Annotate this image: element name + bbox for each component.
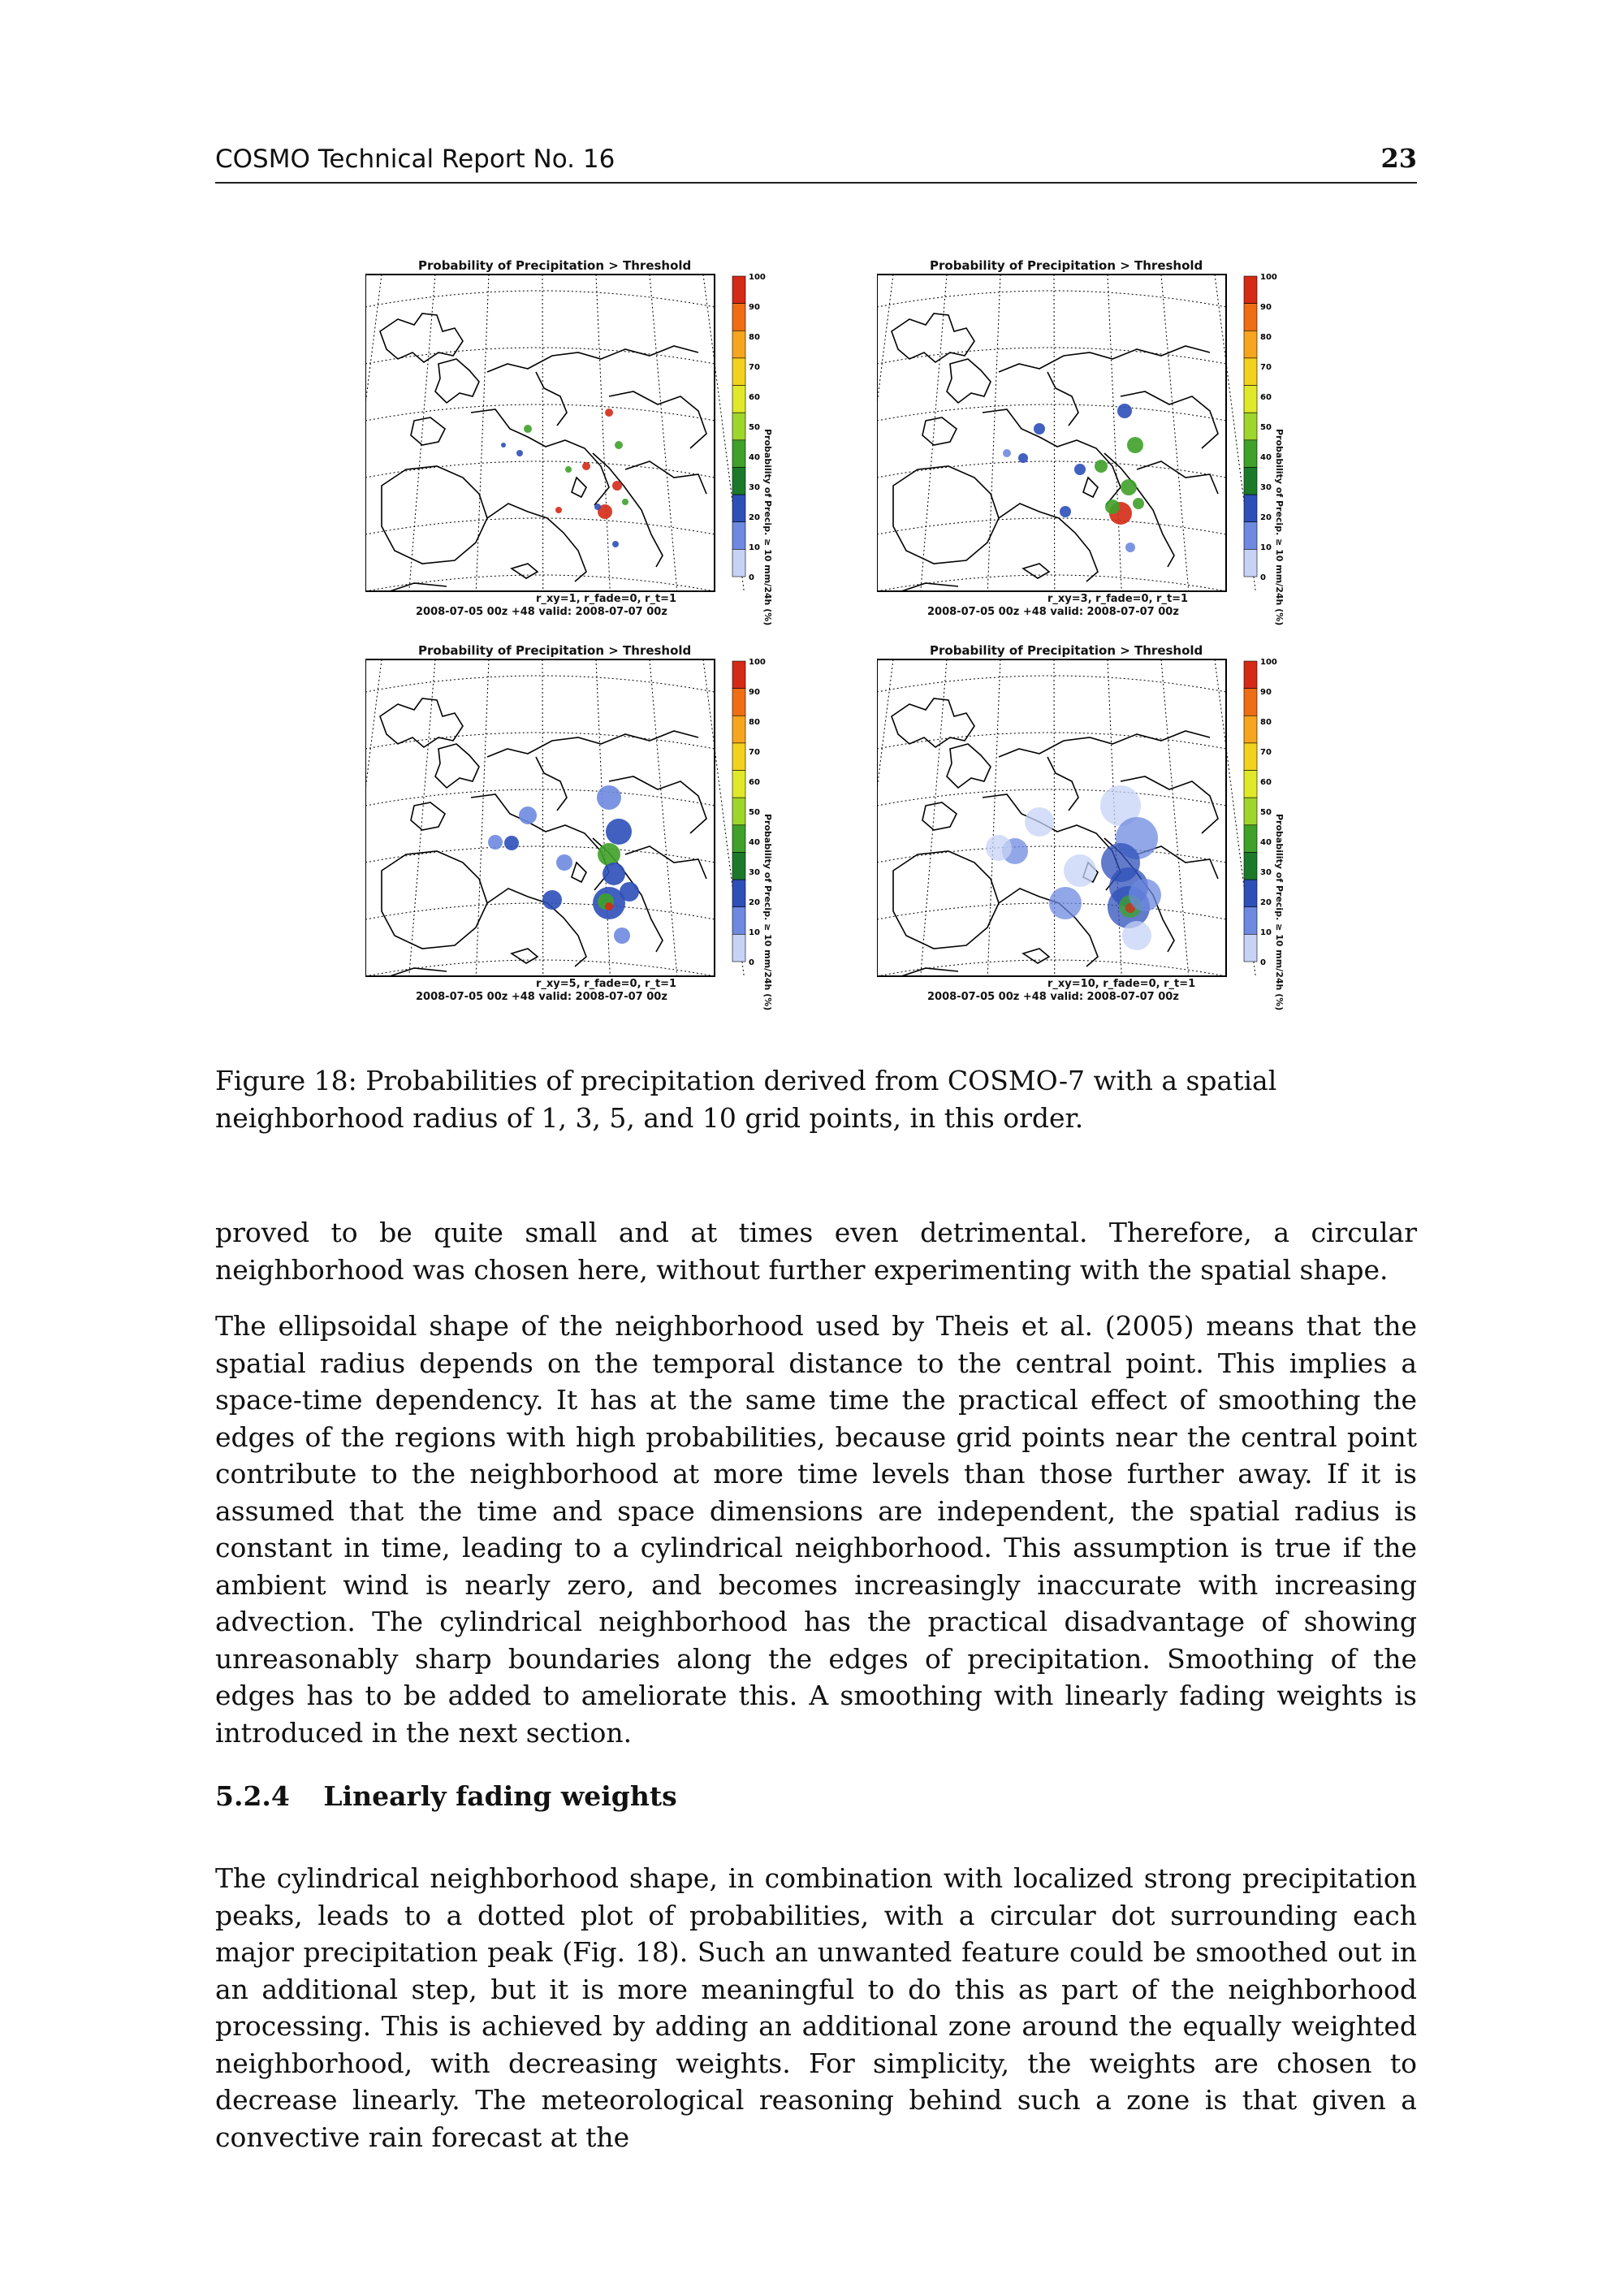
precip-blob [603, 863, 625, 885]
colorbar-segment [1244, 934, 1257, 962]
precip-blob [614, 927, 630, 944]
colorbar-tick-label: 50 [749, 423, 760, 432]
figure-panel-2 [877, 258, 1397, 640]
colorbar-tick-label: 50 [1260, 423, 1272, 432]
colorbar-label: Probability of Precip. ≥ 10 mm/24h (%) [1274, 814, 1285, 1011]
precip-blob [597, 785, 621, 810]
colorbar-segment [1244, 522, 1257, 550]
colorbar-segment [732, 413, 745, 440]
colorbar-segment [732, 386, 745, 413]
colorbar-tick-label: 100 [1260, 273, 1277, 282]
colorbar-segment [1244, 825, 1257, 853]
colorbar-segment [1244, 386, 1257, 413]
colorbar-tick-label: 30 [749, 868, 760, 877]
precip-blob [519, 806, 537, 824]
colorbar-segment [732, 549, 745, 577]
panel-title: Probability of Precipitation > Threshold [418, 643, 692, 658]
colorbar-tick-label: 30 [749, 483, 760, 492]
precip-blob [1003, 449, 1011, 457]
precip-blob [612, 481, 622, 491]
precip-map [877, 643, 1397, 1025]
colorbar-tick-label: 70 [1260, 748, 1272, 757]
colorbar-segment [732, 798, 745, 825]
precip-blob [622, 499, 628, 505]
precip-blob [555, 507, 562, 513]
colorbar-tick-label: 20 [749, 513, 760, 522]
colorbar-tick-label: 80 [1260, 333, 1272, 342]
colorbar-segment [732, 771, 745, 798]
precip-blob [605, 409, 613, 417]
colorbar-segment [1244, 798, 1257, 825]
colorbar-segment [732, 276, 745, 304]
colorbar-tick-label: 30 [1260, 868, 1272, 877]
colorbar-segment [1244, 331, 1257, 358]
colorbar-tick-label: 0 [749, 573, 754, 582]
colorbar-tick-label: 10 [749, 928, 760, 937]
colorbar-segment [732, 716, 745, 743]
precip-blob [582, 462, 590, 470]
colorbar-tick-label: 10 [1260, 543, 1272, 552]
precip-blob [516, 450, 523, 456]
colorbar-segment [732, 304, 745, 331]
colorbar-tick-label: 100 [749, 658, 766, 667]
colorbar-segment [1244, 661, 1257, 689]
precip-blob [1034, 423, 1045, 435]
colorbar-segment [1244, 716, 1257, 743]
colorbar-segment [1244, 907, 1257, 935]
panel-params: r_xy=1, r_fade=0, r_t=1 [536, 593, 677, 605]
running-header [215, 143, 1417, 184]
colorbar-tick-label: 60 [749, 778, 760, 787]
colorbar-segment [1244, 495, 1257, 522]
colorbar-tick-label: 10 [749, 543, 760, 552]
precip-blob [615, 441, 623, 449]
map-frame [877, 275, 1255, 591]
colorbar-label: Probability of Precip. ≥ 10 mm/24h (%) [762, 814, 773, 1011]
panel-title: Probability of Precipitation > Threshold [930, 643, 1203, 658]
colorbar-tick-label: 0 [1260, 573, 1266, 582]
colorbar-tick-label: 0 [749, 958, 754, 967]
precip-blob [1127, 437, 1143, 453]
colorbar-segment [732, 852, 745, 880]
precip-map [877, 258, 1397, 640]
precip-map [365, 258, 885, 640]
panel-title: Probability of Precipitation > Threshold [930, 258, 1203, 273]
colorbar-segment [732, 743, 745, 771]
colorbar-segment [1244, 689, 1257, 716]
section-number: 5.2.4 [215, 1780, 290, 1812]
colorbar-segment [1244, 276, 1257, 304]
colorbar-segment [732, 661, 745, 689]
colorbar-segment [732, 689, 745, 716]
running-title: COSMO Technical Report No. 16 [215, 145, 615, 174]
colorbar-segment [1244, 852, 1257, 880]
figure-panel-3 [365, 643, 885, 1025]
precip-blob [524, 425, 532, 433]
precip-blob [1064, 854, 1096, 887]
precip-blob [606, 819, 632, 845]
colorbar-segment [1244, 743, 1257, 771]
section-title: Linearly fading weights [323, 1780, 677, 1812]
panel-dates: 2008-07-05 00z +48 valid: 2008-07-07 00z [416, 991, 667, 1003]
colorbar-tick-label: 70 [749, 748, 760, 757]
precip-blob [1129, 879, 1161, 911]
colorbar-segment [1244, 304, 1257, 331]
colorbar-tick-label: 0 [1260, 958, 1266, 967]
colorbar-segment [732, 934, 745, 962]
precip-blob [612, 541, 619, 547]
colorbar-segment [732, 495, 745, 522]
map-frame [365, 275, 744, 591]
precip-blob [1095, 460, 1108, 473]
colorbar-tick-label: 90 [1260, 303, 1272, 312]
colorbar-tick-label: 40 [1260, 453, 1272, 462]
colorbar-tick-label: 20 [749, 898, 760, 907]
precip-blob [598, 843, 620, 866]
precip-blob [986, 835, 1012, 861]
colorbar-tick-label: 30 [1260, 483, 1272, 492]
paragraph: The cylindrical neighborhood shape, in combination with localized strong precipitation peaks, leads to a dotted plot of probabilities, with a circular dot surrounding each major precipitation peak (Fig. 18). Such an unwanted feature could be smoothed out in an additional step, but it is more meaningful to do this as part of the neighborhood processing. This is achieved by adding an additional zone around the equally weighted neighborhood, with decreasing weights. For simplicity, the weights are chosen to decrease linearly. The meteorological reasoning behind such a zone is that given a convective rain forecast at the [215, 1862, 1417, 2153]
colorbar-tick-label: 40 [749, 838, 760, 847]
colorbar-tick-label: 60 [1260, 393, 1272, 402]
colorbar-tick-label: 80 [1260, 718, 1272, 727]
colorbar-segment [732, 880, 745, 907]
colorbar-tick-label: 100 [1260, 658, 1277, 667]
figure-panel-1 [365, 258, 885, 640]
precip-blob [565, 466, 572, 473]
precip-blob [1025, 807, 1054, 837]
colorbar [732, 658, 766, 967]
panel-params: r_xy=5, r_fade=0, r_t=1 [536, 978, 677, 990]
precip-blob [1122, 921, 1151, 950]
panel-params: r_xy=10, r_fade=0, r_t=1 [1047, 978, 1196, 990]
panel-dates: 2008-07-05 00z +48 valid: 2008-07-07 00z [927, 606, 1179, 618]
colorbar-tick-label: 10 [1260, 928, 1272, 937]
colorbar-tick-label: 50 [1260, 808, 1272, 817]
colorbar-tick-label: 70 [749, 363, 760, 372]
precip-blob [556, 854, 572, 871]
colorbar-tick-label: 90 [749, 688, 760, 697]
panel-dates: 2008-07-05 00z +48 valid: 2008-07-07 00z [416, 606, 667, 618]
page-number: 23 [1380, 143, 1417, 174]
precip-blob [605, 902, 613, 910]
colorbar-tick-label: 40 [1260, 838, 1272, 847]
colorbar-tick-label: 80 [749, 333, 760, 342]
colorbar-segment [1244, 771, 1257, 798]
colorbar-label: Probability of Precip. ≥ 10 mm/24h (%) [762, 429, 773, 626]
panel-title: Probability of Precipitation > Threshold [418, 258, 692, 273]
colorbar-segment [1244, 413, 1257, 440]
colorbar-segment [732, 331, 745, 358]
precip-blob [1117, 404, 1132, 418]
precip-blob [488, 835, 503, 850]
colorbar-tick-label: 70 [1260, 363, 1272, 372]
precip-blob [620, 882, 639, 902]
figure-panel-4 [877, 643, 1397, 1025]
precip-blob [501, 443, 506, 448]
colorbar-segment [732, 522, 745, 550]
colorbar-tick-label: 50 [749, 808, 760, 817]
precip-map [365, 643, 885, 1025]
panel-dates: 2008-07-05 00z +48 valid: 2008-07-07 00z [927, 991, 1179, 1003]
map-frame [877, 659, 1255, 976]
colorbar-tick-label: 20 [1260, 513, 1272, 522]
paragraph: The ellipsoidal shape of the neighborhood used by Theis et al. (2005) means that the spatial radius depends on the temporal distance to the central point. This implies a space-time dependency. It has at the same time the practical effect of smoothing the edges of the regions with high probabilities, because grid points near the central point contribute to the neighborhood at more time levels than those further away. If it is assumed that the time and space dimensions are independent, the spatial radius is constant in time, leading to a cylindrical neighborhood. This assumption is true if the ambient wind is nearly zero, and becomes increasingly inaccurate with increasing advection. The cylindrical neighborhood has the practical disadvantage of showing unreasonably sharp boundaries along the edges of precipitation. Smoothing of the edges has to be added to ameliorate this. A smoothing with linearly fading weights is introduced in the next section. [215, 1310, 1417, 1749]
colorbar-segment [1244, 440, 1257, 468]
precip-blob [1121, 479, 1137, 495]
colorbar-tick-label: 100 [749, 273, 766, 282]
precip-blob [1074, 464, 1086, 475]
colorbar-label: Probability of Precip. ≥ 10 mm/24h (%) [1274, 429, 1285, 626]
precip-blob [1105, 499, 1120, 514]
paragraph: proved to be quite small and at times even detrimental. Therefore, a circular neighborhood was chosen here, without further experimenting with the spatial shape. [215, 1217, 1417, 1286]
colorbar-segment [732, 825, 745, 853]
map-frame [365, 659, 744, 976]
colorbar-segment [732, 358, 745, 386]
colorbar-segment [1244, 549, 1257, 577]
figure-caption: Figure 18: Probabilities of precipitation derived from COSMO-7 with a spatial neighborhood radius of 1, 3, 5, and 10 grid points, in this order. [215, 1065, 1277, 1134]
colorbar-segment [1244, 467, 1257, 495]
precip-blob [1133, 498, 1144, 509]
colorbar-segment [1244, 880, 1257, 907]
precip-blob [1125, 543, 1135, 552]
colorbar-tick-label: 90 [749, 303, 760, 312]
precip-blob [1049, 887, 1082, 919]
panel-params: r_xy=3, r_fade=0, r_t=1 [1047, 593, 1189, 605]
precip-blob [1018, 453, 1028, 463]
colorbar-tick-label: 20 [1260, 898, 1272, 907]
colorbar-segment [732, 907, 745, 935]
precip-blob [542, 890, 562, 910]
precip-blob [504, 836, 519, 850]
colorbar [1244, 658, 1277, 967]
colorbar-tick-label: 60 [1260, 778, 1272, 787]
precip-blob [594, 504, 601, 510]
colorbar-tick-label: 90 [1260, 688, 1272, 697]
colorbar-tick-label: 80 [749, 718, 760, 727]
colorbar-segment [732, 467, 745, 495]
colorbar-tick-label: 40 [749, 453, 760, 462]
colorbar-segment [732, 440, 745, 468]
colorbar-segment [1244, 358, 1257, 386]
colorbar [1244, 273, 1277, 582]
precip-blob [1060, 506, 1071, 517]
colorbar [732, 273, 766, 582]
colorbar-tick-label: 60 [749, 393, 760, 402]
section-heading [215, 1780, 677, 1812]
